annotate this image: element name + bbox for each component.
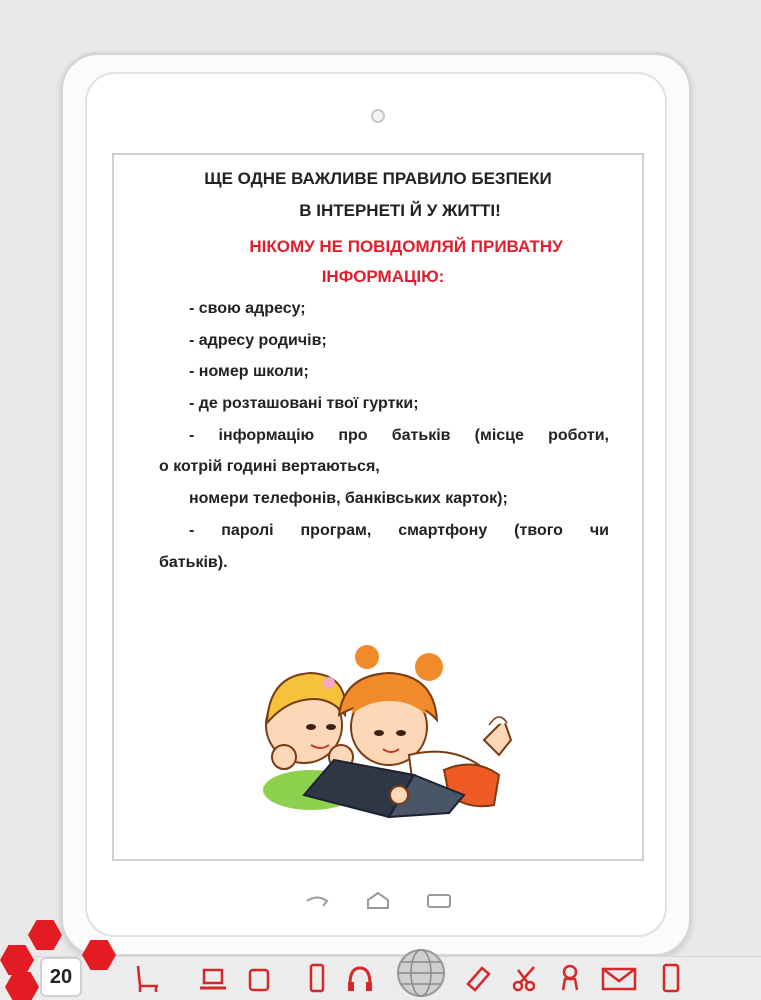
laptop-icon[interactable] — [198, 962, 228, 994]
camera-icon — [371, 109, 385, 123]
warning-line1: НІКОМУ НЕ ПОВІДОМЛЯЙ ПРИВАТНУ — [249, 237, 563, 256]
list-item: - свою адресу; — [189, 300, 306, 317]
robot-icon[interactable] — [555, 962, 585, 994]
page-title-line1: ЩЕ ОДНЕ ВАЖЛИВЕ ПРАВИЛО БЕЗПЕКИ — [204, 169, 552, 188]
page-number: 20 — [40, 957, 82, 997]
mobile-icon[interactable] — [656, 962, 686, 994]
page-title-line2: В ІНТЕРНЕТІ Й У ЖИТТІ! — [299, 201, 501, 220]
list-item: - номер школи; — [189, 363, 309, 380]
email-icon[interactable] — [600, 962, 638, 994]
list-item-continued: о котрій годині вертаються, — [159, 458, 380, 475]
tablet-icon[interactable] — [244, 962, 274, 994]
list-item: - інформацію про батьків (місце роботи, — [189, 427, 609, 444]
list-item: - паролі програм, смартфону (твого чи — [189, 522, 609, 539]
children-laptop-illustration — [249, 645, 519, 845]
tablet-screen — [112, 153, 644, 861]
scissors-icon[interactable] — [510, 962, 540, 994]
chair-icon[interactable] — [132, 962, 162, 994]
warning-line2: ІНФОРМАЦІЮ: — [321, 267, 445, 286]
headphones-icon[interactable] — [345, 962, 375, 994]
globe-icon[interactable] — [396, 948, 446, 998]
usb-stick-icon[interactable] — [462, 962, 492, 994]
home-nav-icon[interactable] — [364, 890, 392, 912]
back-nav-icon[interactable] — [303, 890, 331, 912]
list-item: - де розташовані твої гуртки; — [189, 395, 419, 412]
phone-icon[interactable] — [302, 962, 332, 994]
hex-decoration — [28, 920, 62, 950]
recent-apps-icon[interactable] — [425, 890, 453, 912]
list-item: - адресу родичів; — [189, 332, 327, 349]
bottom-toolbar — [0, 956, 761, 1000]
list-item-continued: номери телефонів, банківських карток); — [189, 490, 508, 507]
list-item-continued: батьків). — [159, 554, 228, 571]
